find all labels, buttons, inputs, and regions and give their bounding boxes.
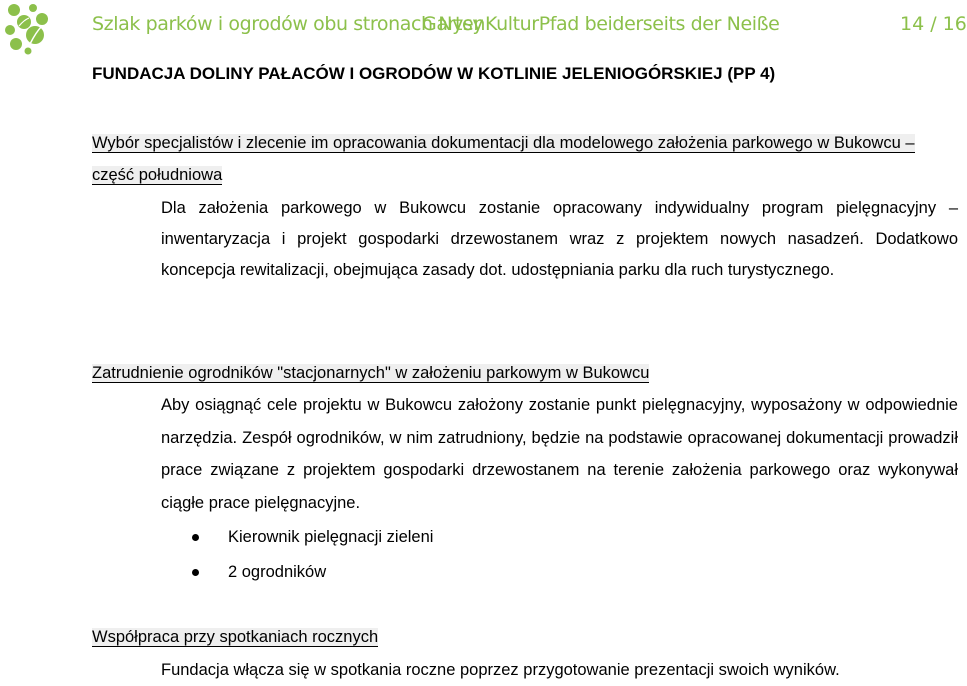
list-item	[192, 520, 433, 555]
section-body-gardeners: Aby osiągnąć cele projektu w Bukowcu założony zostanie punkt pielęgnacyjny, wyposażony w odpowiednie narzędzia. Zespół ogrodników, w nim zatrudniony, będzie na podstawie opracowanej dokumentacji prowadził prace związane z projektem gospodarki drzewostanem na terenie założenia parkowego oraz wykonywał ciągłe prace pielęgnacyjne.	[161, 396, 958, 512]
staff-list	[192, 520, 433, 590]
page-indicator: 14 / 16	[900, 13, 967, 35]
leaf-logo-icon	[2, 0, 52, 56]
section-heading-cooperation	[92, 621, 960, 653]
list-item	[192, 555, 433, 590]
section-body-specialists: Dla założenia parkowego w Bukowcu zostanie opracowany indywidualny program pielęgnacyjny – inwentaryzacja i projekt gospodarki drzewostanem wraz z projektem nowych nasadzeń. Dodatkowo koncepcja rewitalizacji, obejmująca zasady dot. udostępniania parku dla ruch turystycznego.	[161, 199, 958, 279]
bullet-icon	[192, 534, 199, 541]
section-heading-gardeners	[92, 357, 960, 389]
list-item-text: Kierownik pielęgnacji zieleni	[228, 528, 434, 546]
list-item-text: 2 ogrodników	[228, 563, 327, 581]
section-heading-text: Wybór specjalistów i zlecenie im opracowania dokumentacji dla modelowego założenia parkowego w Bukowcu – część południowa	[92, 134, 915, 184]
section-heading-text: Współpraca przy spotkaniach rocznych	[92, 628, 379, 646]
document-title: FUNDACJA DOLINY PAŁACÓW I OGRODÓW W KOTLINIE JELENIOGÓRSKIEJ (PP 4)	[92, 64, 776, 83]
header-title-polish: Szlak parków i ogrodów obu stronach Nysy	[92, 13, 484, 35]
section-heading-text: Zatrudnienie ogrodników "stacjonarnych" w założeniu parkowym w Bukowcu	[92, 364, 650, 382]
header-title-german: GartenKulturPfad beiderseits der Neiße	[422, 13, 780, 35]
bullet-icon	[192, 569, 199, 576]
section-heading-specialists	[92, 127, 960, 191]
section-body-cooperation: Fundacja włącza się w spotkania roczne poprzez przygotowanie prezentacji swoich wyników.	[161, 661, 840, 679]
